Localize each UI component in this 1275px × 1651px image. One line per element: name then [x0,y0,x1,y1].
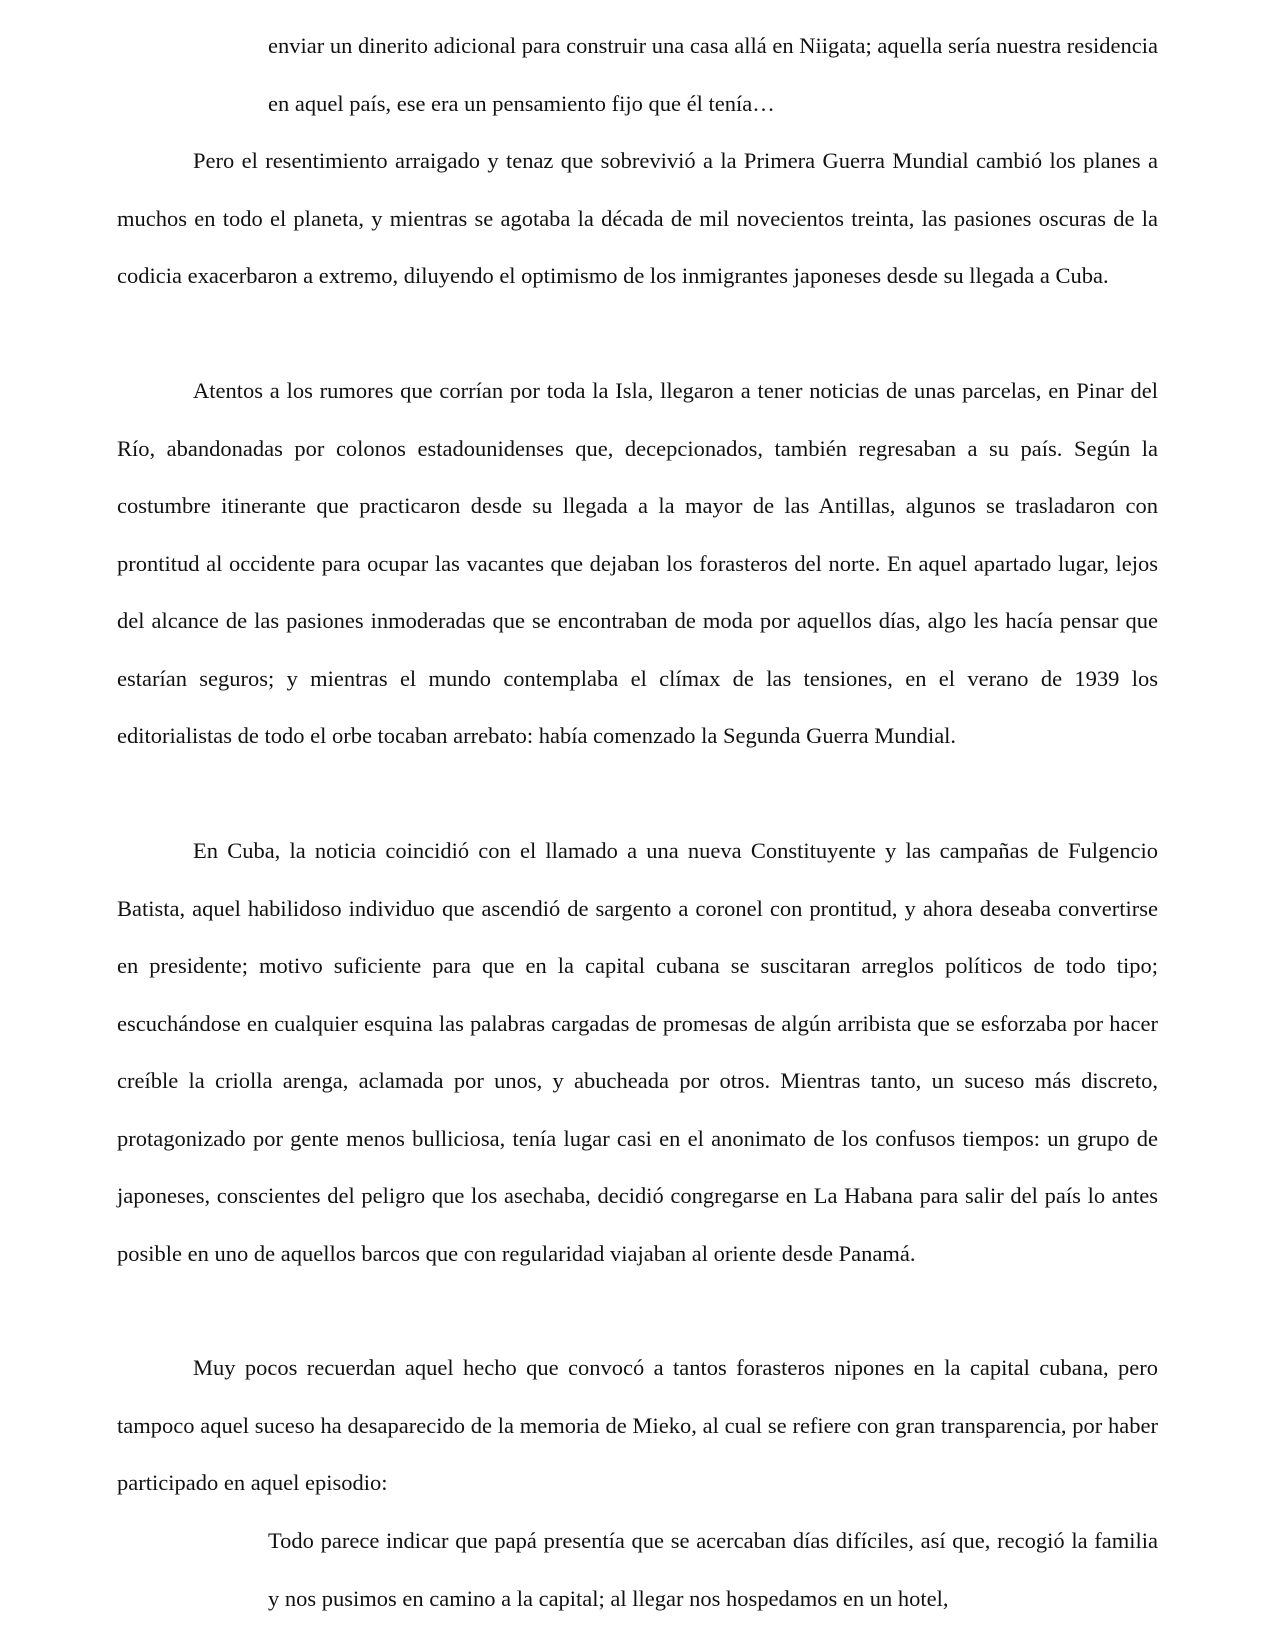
body-paragraph: Pero el resentimiento arraigado y tenaz que sobrevivió a la Primera Guerra Mundial cambió los planes a muchos en todo el planeta, y mientras se agotaba la década de mil novecientos treinta, las pasiones oscuras de la codicia exacerbaron a extremo, diluyendo el optimismo de los inmigrantes japoneses desde su llegada a Cuba. [117,148,1158,288]
block-quote: Todo parece indicar que papá presentía que se acercaban días difíciles, así que, recogió la familia y nos pusimos en camino a la capital; al llegar nos hospedamos en un hotel, [268,1528,1158,1611]
body-paragraph: En Cuba, la noticia coincidió con el llamado a una nueva Constituyente y las campañas de Fulgencio Batista, aquel habilidoso individuo que ascendió de sargento a coronel con prontitud, y ahora deseaba convertirse en presidente; motivo suficiente para que en la capital cubana se suscitaran arreglos políticos de todo tipo; escuchándose en cualquier esquina las palabras cargadas de promesas de algún arribista que se esforzaba por hacer creíble la criolla arenga, aclamada por unos, y abucheada por otros. Mientras tanto, un suceso más discreto, protagonizado por gente menos bulliciosa, tenía lugar casi en el anonimato de los confusos tiempos: un grupo de japoneses, conscientes del peligro que los asechaba, decidió congregarse en La Habana para salir del país lo antes posible en uno de aquellos barcos que con regularidad viajaban al oriente desde Panamá. [117,838,1158,1266]
block-quote-continuation: enviar un dinerito adicional para construir una casa allá en Niigata; aquella sería nuestra residencia en aquel país, ese era un pensamiento fijo que él tenía… [268,33,1158,116]
body-paragraph: Atentos a los rumores que corrían por toda la Isla, llegaron a tener noticias de unas parcelas, en Pinar del Río, abandonadas por colonos estadounidenses que, decepcionados, también regresaban a su país. Según la costumbre itinerante que practicaron desde su llegada a la mayor de las Antillas, algunos se trasladaron con prontitud al occidente para ocupar las vacantes que dejaban los forasteros del norte. En aquel apartado lugar, lejos del alcance de las pasiones inmoderadas que se encontraban de moda por aquellos días, algo les hacía pensar que estarían seguros; y mientras el mundo contemplaba el clímax de las tensiones, en el verano de 1939 los editorialistas de todo el orbe tocaban arrebato: había comenzado la Segunda Guerra Mundial. [117,378,1158,748]
body-paragraph: Muy pocos recuerdan aquel hecho que convocó a tantos forasteros nipones en la capital cubana, pero tampoco aquel suceso ha desaparecido de la memoria de Mieko, al cual se refiere con gran transparencia, por haber participado en aquel episodio: [117,1355,1158,1495]
